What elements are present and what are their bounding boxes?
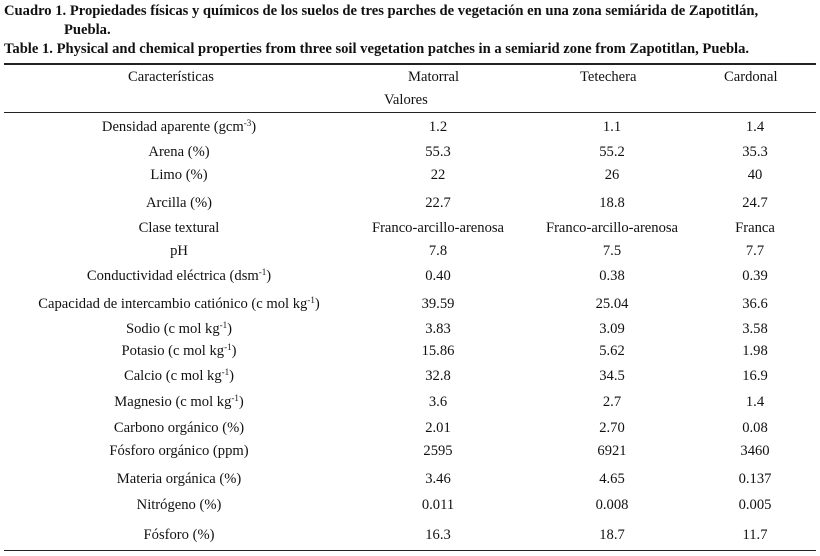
row-value-cardonal: 0.08: [742, 420, 768, 436]
row-value-matorral: 3.46: [425, 471, 451, 487]
row-label: Materia orgánica (%): [116, 471, 242, 487]
row-value-tetechera: 0.38: [599, 268, 625, 284]
row-label: Fósforo (%): [143, 527, 215, 543]
header-values: Valores: [384, 92, 428, 108]
row-value-cardonal: 36.6: [742, 296, 768, 312]
header-cardonal: Cardonal: [724, 69, 778, 85]
row-value-matorral: 16.3: [425, 527, 451, 543]
caption-spanish-line1: Cuadro 1. Propiedades físicas y químicos de los suelos de tres parches de vegetación en una zona semiárida de Zapotitlán,: [4, 3, 759, 19]
row-value-tetechera: 2.70: [599, 420, 625, 436]
row-label: Fósforo orgánico (ppm): [109, 443, 249, 459]
row-value-matorral: 1.2: [428, 119, 448, 135]
row-value-cardonal: 1.4: [745, 119, 765, 135]
row-value-matorral: 22: [430, 167, 446, 183]
row-value-cardonal: 35.3: [742, 144, 768, 160]
table-bottom-rule: [4, 550, 816, 551]
table-top-rule: [4, 63, 816, 65]
row-label: Calcio (c mol $kg^{-1}$): [123, 367, 235, 384]
row-value-tetechera: 34.5: [599, 368, 625, 384]
row-value-matorral: 0.011: [421, 497, 455, 513]
row-label: Nitrógeno (%): [136, 497, 222, 513]
row-value-cardonal: 3460: [740, 443, 770, 459]
header-matorral: Matorral: [408, 69, 460, 85]
row-value-matorral: 7.8: [428, 243, 448, 259]
row-value-tetechera: 5.62: [599, 343, 625, 359]
row-value-cardonal: 1.4: [745, 394, 765, 410]
row-label: Conductividad eléctrica (dsm$^{-1}$): [86, 267, 272, 284]
row-value-matorral: Franco-arcillo-arenosa: [371, 220, 505, 236]
header-rule: [4, 112, 816, 113]
row-value-tetechera: 1.1: [602, 119, 622, 135]
row-label: Carbono orgánico (%): [113, 420, 245, 436]
row-value-tetechera: 4.65: [599, 471, 625, 487]
row-label: Clase textural: [138, 220, 220, 236]
row-value-matorral: 22.7: [425, 195, 451, 211]
row-value-cardonal: 0.137: [738, 471, 772, 487]
row-value-cardonal: Franca: [735, 220, 775, 236]
row-value-matorral: 2595: [423, 443, 453, 459]
row-value-cardonal: 16.9: [742, 368, 768, 384]
row-value-cardonal: 1.98: [742, 343, 768, 359]
row-label: Densidad aparente (gcm$^{-3}$): [101, 118, 257, 135]
row-value-tetechera: 6921: [597, 443, 627, 459]
row-label: Arcilla (%): [145, 195, 213, 211]
row-value-matorral: 15.86: [421, 343, 455, 359]
row-label: Arena (%): [148, 144, 210, 160]
row-value-matorral: 0.40: [425, 268, 451, 284]
row-label: Capacidad de intercambio catiónico (c mol $kg^{-1}$): [38, 295, 320, 312]
row-value-tetechera: 7.5: [602, 243, 622, 259]
row-value-tetechera: 18.7: [599, 527, 625, 543]
caption-english: Table 1. Physical and chemical properties from three soil vegetation patches in a semiarid zone from Zapotitlan, Puebla.: [4, 41, 750, 57]
row-value-tetechera: 55.2: [599, 144, 625, 160]
row-value-cardonal: 7.7: [745, 243, 765, 259]
row-label: Magnesio (c mol $kg^{-1}$): [114, 393, 244, 410]
row-value-matorral: 3.83: [425, 321, 451, 337]
row-value-tetechera: 0.008: [595, 497, 629, 513]
row-label: Limo (%): [150, 167, 208, 183]
row-value-matorral: 55.3: [425, 144, 451, 160]
row-value-tetechera: 25.04: [595, 296, 629, 312]
row-label: Sodio (c mol $kg^{-1}$): [125, 320, 233, 337]
row-value-cardonal: 0.39: [742, 268, 768, 284]
row-value-tetechera: 18.8: [599, 195, 625, 211]
table-caption: [4, 2, 818, 59]
row-value-matorral: 2.01: [425, 420, 451, 436]
row-label: pH: [170, 243, 188, 259]
row-label: Potasio (c mol $kg^{-1}$): [121, 342, 237, 359]
row-value-matorral: 3.6: [428, 394, 448, 410]
row-value-cardonal: 24.7: [742, 195, 768, 211]
row-value-cardonal: 40: [747, 167, 763, 183]
row-value-tetechera: 2.7: [602, 394, 622, 410]
row-value-tetechera: Franco-arcillo-arenosa: [545, 220, 679, 236]
row-value-cardonal: 3.58: [742, 321, 768, 337]
row-value-cardonal: 11.7: [742, 527, 768, 543]
header-tetechera: Tetechera: [580, 69, 637, 85]
row-value-tetechera: 26: [604, 167, 620, 183]
header-characteristics: Características: [128, 69, 214, 85]
row-value-matorral: 39.59: [421, 296, 455, 312]
caption-spanish-line2: Puebla.: [64, 22, 111, 38]
row-value-cardonal: 0.005: [738, 497, 772, 513]
row-value-tetechera: 3.09: [599, 321, 625, 337]
row-value-matorral: 32.8: [425, 368, 451, 384]
